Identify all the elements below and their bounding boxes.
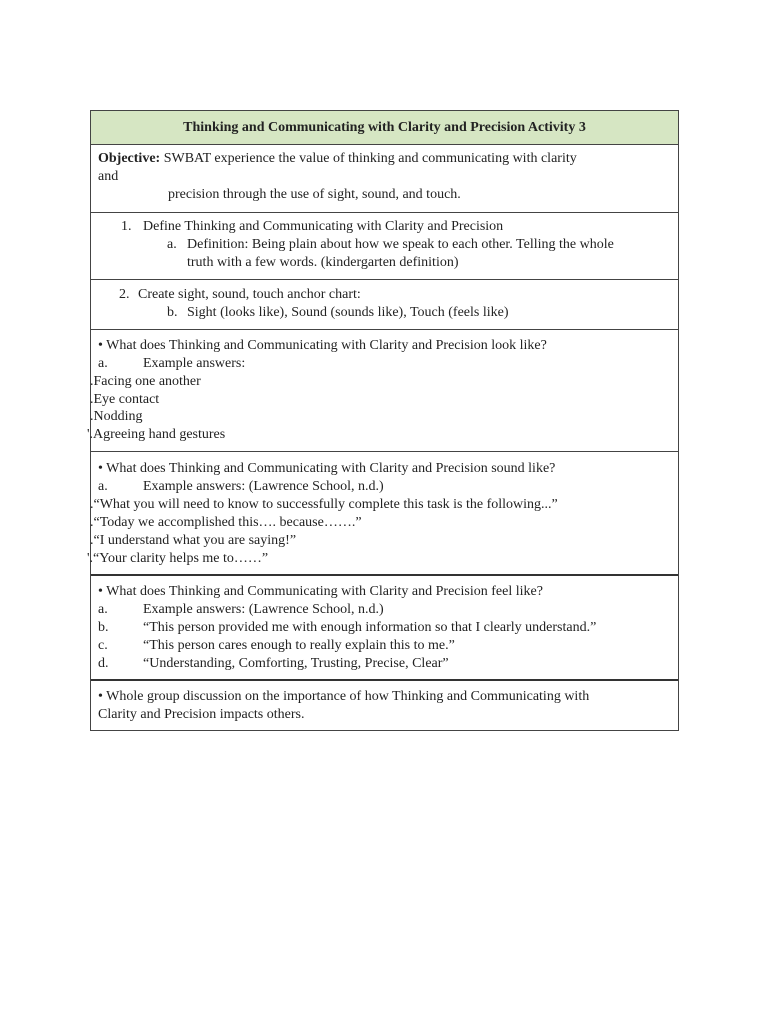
step-1-text: Define Thinking and Communicating with Clarity and Precision	[143, 219, 504, 234]
feel-letter: d.	[98, 656, 109, 671]
objective-text-2: and	[98, 169, 119, 184]
discussion-text-1: • Whole group discussion on the importance of how Thinking and Communicating with	[98, 689, 590, 704]
objective-text-1: SWBAT experience the value of thinking and communicating with clarity	[163, 151, 577, 166]
step-2-number: 2.	[119, 287, 130, 302]
activity-title-row	[91, 111, 678, 144]
sound-a-text: Example answers: (Lawrence School, n.d.)	[143, 479, 384, 494]
discussion-row	[91, 679, 678, 730]
step-1-number: 1.	[121, 219, 132, 234]
activity-title: Thinking and Communicating with Clarity and Precision Activity 3	[183, 119, 586, 135]
feel-letter: b.	[98, 620, 109, 635]
look-item: .Facing one another	[90, 374, 201, 389]
step-2-sub-letter: b.	[167, 305, 178, 320]
look-a-letter: a.	[98, 356, 108, 371]
objective-line-1	[98, 150, 577, 168]
feel-like-row	[91, 574, 678, 679]
look-item: .Nodding	[90, 409, 143, 424]
feel-letter: c.	[98, 638, 108, 653]
activity-table	[87, 110, 679, 731]
step-2-text: Create sight, sound, touch anchor chart:	[138, 287, 361, 302]
feel-text: “This person cares enough to really explain this to me.”	[143, 638, 455, 653]
step-1-sub-text-2: truth with a few words. (kindergarten definition)	[187, 255, 459, 270]
step-1-row	[91, 212, 678, 279]
feel-text: Example answers: (Lawrence School, n.d.)	[143, 602, 384, 617]
objective-label: Objective:	[98, 151, 161, 166]
sound-item: .“Today we accomplished this…. because…….”	[90, 515, 362, 530]
feel-text: “Understanding, Comforting, Trusting, Precise, Clear”	[143, 656, 449, 671]
feel-letter: a.	[98, 602, 108, 617]
step-1-sub-letter: a.	[167, 237, 177, 252]
step-2-row	[91, 279, 678, 329]
look-like-row	[87, 329, 678, 451]
look-a-text: Example answers:	[143, 356, 246, 371]
sound-a-letter: a.	[98, 479, 108, 494]
sound-item: .“What you will need to know to successfully complete this task is the following...”	[90, 497, 558, 512]
feel-question: • What does Thinking and Communicating with Clarity and Precision feel like?	[98, 584, 543, 599]
step-1-sub-text-1: Definition: Being plain about how we speak to each other. Telling the whole	[187, 237, 614, 252]
objective-row	[91, 144, 678, 212]
look-question: • What does Thinking and Communicating with Clarity and Precision look like?	[98, 338, 547, 353]
look-item: '.Agreeing hand gestures	[87, 427, 226, 442]
look-item: .Eye contact	[90, 392, 160, 407]
objective-text-3: precision through the use of sight, sound, and touch.	[168, 187, 461, 202]
step-2-sub-text: Sight (looks like), Sound (sounds like), Touch (feels like)	[187, 305, 509, 320]
sound-like-row	[87, 451, 678, 574]
sound-question: • What does Thinking and Communicating with Clarity and Precision sound like?	[98, 461, 556, 476]
feel-text: “This person provided me with enough information so that I clearly understand.”	[143, 620, 597, 635]
sound-item: .“I understand what you are saying!”	[90, 533, 297, 548]
discussion-text-2: Clarity and Precision impacts others.	[98, 707, 305, 722]
sound-item: '.“Your clarity helps me to……”	[87, 551, 269, 566]
